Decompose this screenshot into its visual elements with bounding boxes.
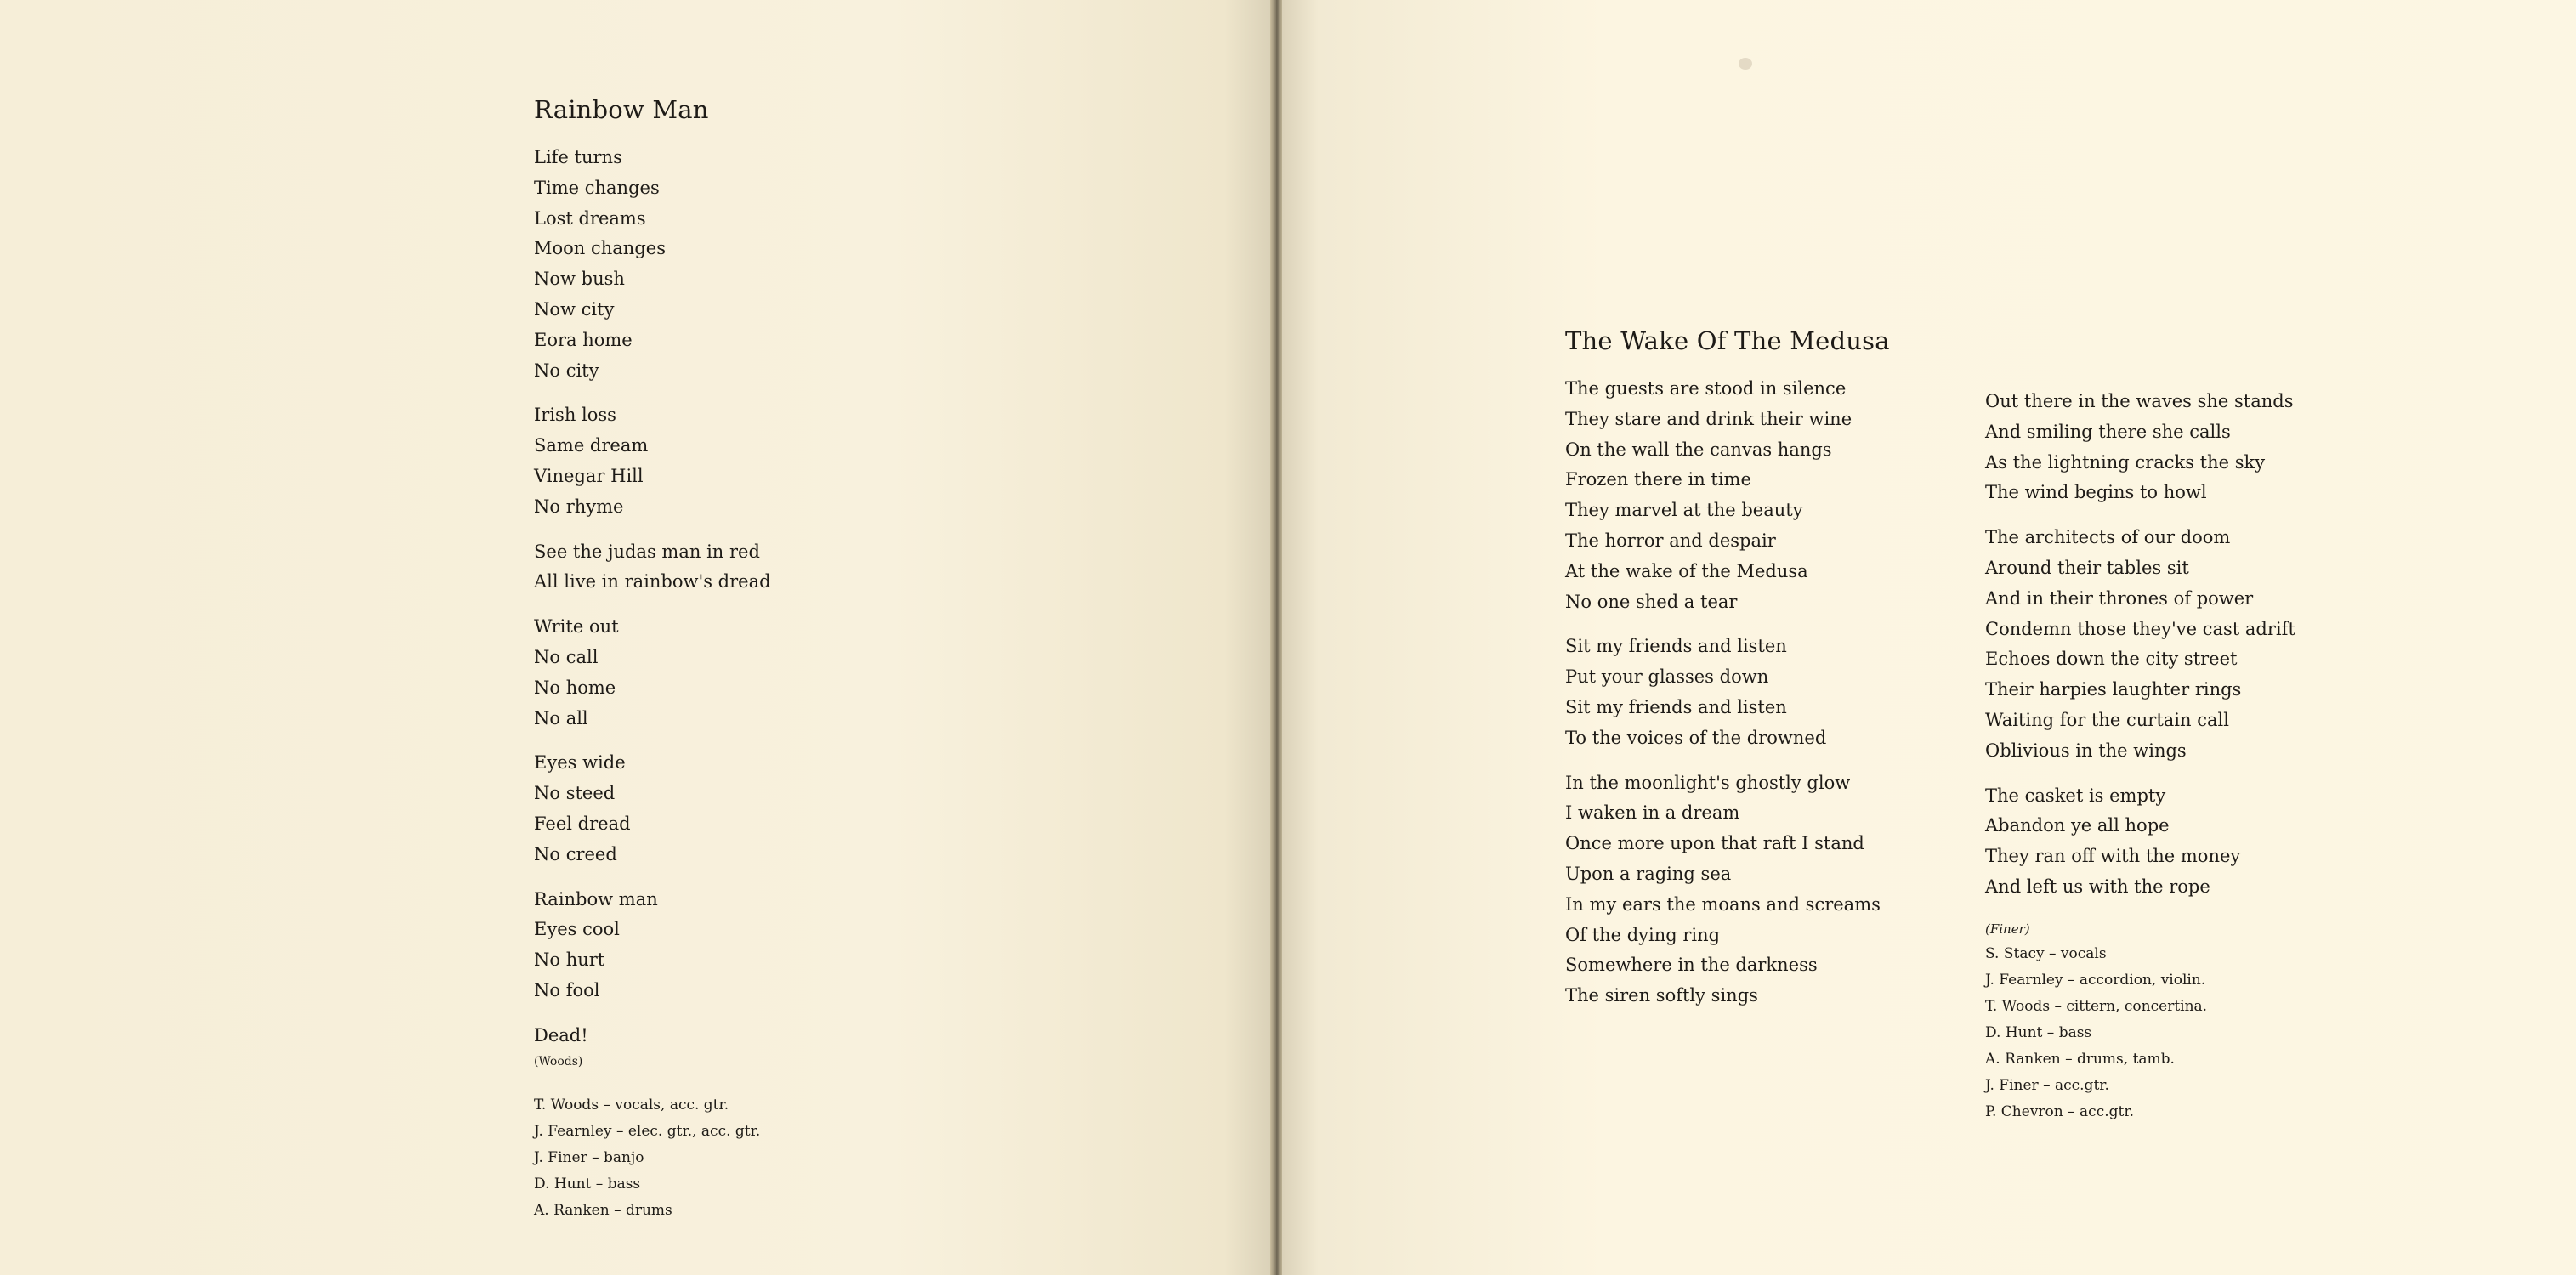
musician-credit: J. Finer – acc.gtr. (1985, 1076, 2109, 1094)
lyric-line: No creed (534, 843, 617, 864)
lyric-line: They ran off with the money (1985, 846, 2241, 867)
rainbow-man-stanzas (534, 143, 771, 1006)
lyric-line: Irish loss (534, 405, 616, 426)
lyric-line: Now city (534, 298, 615, 320)
lyric-line: No call (534, 646, 599, 667)
lyric-line: No hurt (534, 949, 605, 971)
lyric-line: No fool (534, 979, 600, 1000)
stanza (1565, 374, 1890, 617)
lyric-line: And smiling there she calls (1985, 421, 2231, 442)
musician-credit: J. Fearnley – elec. gtr., acc. gtr. (534, 1122, 761, 1140)
musician-credit: A. Ranken – drums, tamb. (1985, 1050, 2175, 1068)
lyric-line: Frozen there in time (1565, 469, 1751, 490)
lyric-line: Condemn those they've cast adrift (1985, 618, 2295, 639)
musician-credit: D. Hunt – bass (534, 1175, 641, 1193)
lyric-line: They marvel at the beauty (1565, 500, 1803, 521)
lyric-line: The architects of our doom (1985, 527, 2231, 548)
lyric-line: No rhyme (534, 496, 624, 517)
lyric-line: The siren softly sings (1565, 985, 1758, 1006)
lyric-line: At the wake of the Medusa (1565, 560, 1808, 581)
medusa-col2-stanzas (1985, 387, 2295, 903)
paper-mark (1739, 58, 1752, 70)
stanza (1985, 523, 2295, 766)
lyric-line: Lost dreams (534, 207, 646, 229)
lyric-line: Sit my friends and listen (1565, 636, 1787, 657)
lyric-line: Vinegar Hill (534, 465, 644, 486)
lyric-line: In the moonlight's ghostly glow (1565, 772, 1851, 793)
stanza (534, 537, 771, 598)
lyric-line: Sit my friends and listen (1565, 696, 1787, 717)
musician-credit: D. Hunt – bass (1985, 1023, 2092, 1041)
medusa-title: The Wake Of The Medusa (1565, 326, 1890, 355)
rainbow-man-lyrics (534, 95, 771, 1224)
lyric-line: Eyes cool (534, 919, 620, 940)
lyric-line: On the wall the canvas hangs (1565, 439, 1832, 460)
lyric-line: Echoes down the city street (1985, 649, 2238, 670)
medusa-credits (1985, 941, 2295, 1125)
lyric-line: Their harpies laughter rings (1985, 679, 2242, 700)
lyric-line: Life turns (534, 147, 622, 167)
lyric-line: The horror and despair (1565, 530, 1776, 551)
lyric-line: See the judas man in red (534, 541, 760, 562)
lyric-line: I waken in a dream (1565, 802, 1740, 824)
lyric-line: Eora home (534, 329, 633, 350)
musician-credit: A. Ranken – drums (534, 1201, 672, 1219)
lyric-line: Oblivious in the wings (1985, 740, 2187, 761)
lyric-line: No city (534, 360, 599, 381)
stanza (1985, 781, 2295, 903)
lyric-line: Out there in the waves she stands (1985, 391, 2294, 411)
medusa-writer: (Finer) (1985, 921, 2030, 937)
lyric-line: Somewhere in the darkness (1565, 955, 1818, 976)
lyric-line: Abandon ye all hope (1985, 815, 2170, 836)
lyric-line: In my ears the moans and screams (1565, 893, 1881, 915)
stanza (1985, 387, 2295, 508)
stanza (1565, 768, 1890, 1012)
lyric-line: No home (534, 677, 616, 698)
lyric-line: Put your glasses down (1565, 666, 1769, 688)
lyric-line: Waiting for the curtain call (1985, 709, 2229, 730)
lyric-line: Once more upon that raft I stand (1565, 833, 1864, 854)
lyric-line: Write out (534, 616, 619, 638)
musician-credit: P. Chevron – acc.gtr. (1985, 1102, 2134, 1120)
stanza (534, 143, 771, 386)
stanza (534, 400, 771, 522)
lyric-line: Same dream (534, 435, 649, 456)
stanza (534, 748, 771, 870)
lyric-line: Around their tables sit (1985, 557, 2189, 578)
lyric-line: Upon a raging sea (1565, 863, 1732, 884)
lyric-line: Moon changes (534, 238, 666, 259)
lyric-line: And in their thrones of power (1985, 587, 2254, 609)
lyric-line: They stare and drink their wine (1565, 408, 1853, 429)
musician-credit: T. Woods – vocals, acc. gtr. (534, 1096, 729, 1114)
lyric-line: Of the dying ring (1565, 924, 1721, 945)
musician-credit: J. Finer – banjo (534, 1148, 644, 1166)
final-line: Dead! (534, 1024, 588, 1046)
stanza (534, 612, 771, 734)
medusa-col1-stanzas (1565, 374, 1890, 1012)
lyric-line: Rainbow man (534, 888, 658, 910)
lyric-line: No steed (534, 783, 616, 804)
lyric-line: Eyes wide (534, 752, 626, 774)
lyric-line: The casket is empty (1985, 785, 2166, 806)
lyric-line: All live in rainbow's dread (534, 571, 771, 592)
lyric-line: Now bush (534, 269, 625, 290)
lyric-line: No all (534, 707, 588, 728)
musician-credit: S. Stacy – vocals (1985, 944, 2107, 962)
lyric-line: As the lightning cracks the sky (1985, 451, 2266, 473)
lyric-line: No one shed a tear (1565, 591, 1738, 612)
right-page (1279, 0, 2576, 1275)
musician-credit: J. Fearnley – accordion, violin. (1985, 971, 2206, 989)
rainbow-man-credits (534, 1092, 771, 1224)
lyric-line: And left us with the rope (1985, 876, 2210, 897)
stanza (1565, 632, 1890, 753)
lyric-line: Time changes (534, 177, 660, 198)
booklet-spine (1270, 0, 1282, 1275)
musician-credit: T. Woods – cittern, concertina. (1985, 997, 2208, 1015)
rainbow-man-title: Rainbow Man (534, 95, 709, 124)
medusa-column-1 (1565, 326, 1890, 1026)
stanza (534, 885, 771, 1006)
rainbow-man-writer: (Woods) (534, 1054, 583, 1068)
lyric-line: The wind begins to howl (1985, 482, 2207, 503)
medusa-column-2 (1985, 387, 2295, 1125)
lyric-line: The guests are stood in silence (1565, 378, 1847, 399)
lyric-line: To the voices of the drowned (1565, 727, 1827, 748)
lyric-line: Feel dread (534, 813, 631, 834)
